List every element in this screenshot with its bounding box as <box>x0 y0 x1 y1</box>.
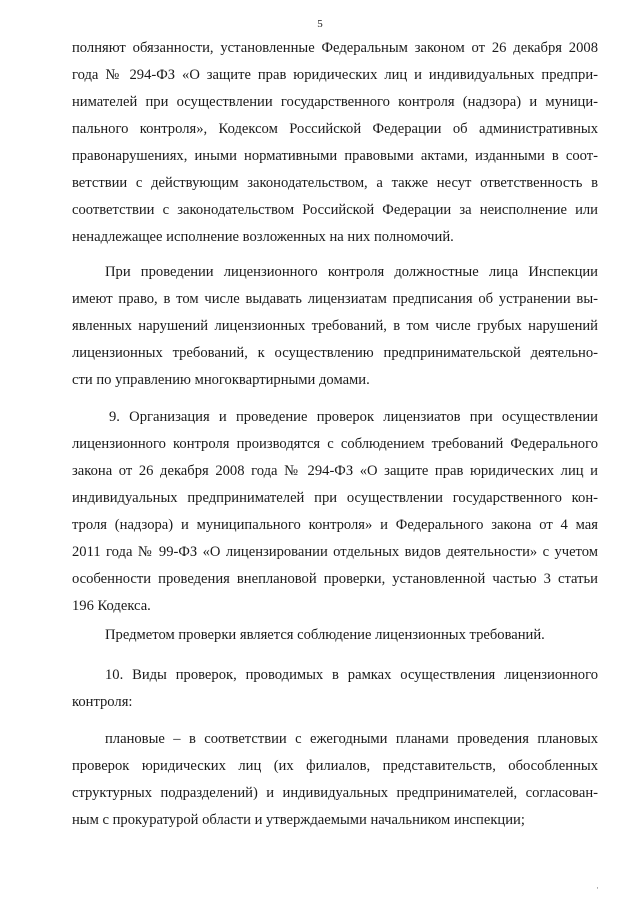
paragraph-3-line-5: троля (надзора) и муниципального контроля» и Федерального закона от 4 мая <box>72 517 598 533</box>
paragraph-1-line-6: ветствии с действующим законодательством, а также несут ответственность в <box>72 175 598 191</box>
paragraph-2-line-2: имеют право, в том числе выдавать лицензиатам предписания об устранении вы- <box>72 291 598 307</box>
paragraph-1-line-2: года № 294-ФЗ «О защите прав юридических лиц и индивидуальных предпри- <box>72 67 598 83</box>
paragraph-2-line-1: При проведении лицензионного контроля должностные лица Инспекции <box>105 264 598 280</box>
paragraph-4-line-1: Предметом проверки является соблюдение лицензионных требований. <box>105 627 545 643</box>
paragraph-6-line-1: плановые – в соответствии с ежегодными планами проведения плановых <box>105 731 598 747</box>
paragraph-6-line-4: ным с прокуратурой области и утверждаемыми начальником инспекции; <box>72 812 525 828</box>
paragraph-1-line-1: полняют обязанности, установленные Федеральным законом от 26 декабря 2008 <box>72 40 598 56</box>
paragraph-2-line-4: лицензионных требований, к осуществлению предпринимательской деятельно- <box>72 345 598 361</box>
paragraph-2-line-5: сти по управлению многоквартирными домами. <box>72 372 370 388</box>
paragraph-3-line-4: индивидуальных предпринимателей при осуществлении государственного кон- <box>72 490 598 506</box>
paragraph-6-line-2: проверок юридических лиц (их филиалов, представительств, обособленных <box>72 758 598 774</box>
page-number: 5 <box>317 18 323 30</box>
paragraph-3-line-6: 2011 года № 99-ФЗ «О лицензировании отдельных видов деятельности» с учетом <box>72 544 598 560</box>
paragraph-6-line-3: структурных подразделений) и индивидуальных предпринимателей, согласован- <box>72 785 598 801</box>
paragraph-5-line-2: контроля: <box>72 694 133 710</box>
paragraph-3-line-8: 196 Кодекса. <box>72 598 151 614</box>
paragraph-3-line-7: особенности проведения внеплановой проверки, установленной частью 3 статьи <box>72 571 598 587</box>
paragraph-5-line-1: 10. Виды проверок, проводимых в рамках осуществления лицензионного <box>105 667 598 683</box>
paragraph-3-line-3: закона от 26 декабря 2008 года № 294-ФЗ «О защите прав юридических лиц и <box>72 463 598 479</box>
paragraph-1-line-5: правонарушениях, иными нормативными правовыми актами, изданными в соот- <box>72 148 598 164</box>
scan-dot-mark: · <box>596 883 599 893</box>
paragraph-3-line-1: 9. Организация и проведение проверок лицензиатов при осуществлении <box>109 409 598 425</box>
paragraph-2-line-3: явленных нарушений лицензионных требований, в том числе грубых нарушений <box>72 318 598 334</box>
paragraph-3-line-2: лицензионного контроля производятся с соблюдением требований Федерального <box>72 436 598 452</box>
paragraph-1-line-7: соответствии с законодательством Российской Федерации за неисполнение или <box>72 202 598 218</box>
paragraph-1-line-3: нимателей при осуществлении государственного контроля (надзора) и муници- <box>72 94 598 110</box>
paragraph-1-line-4: пального контроля», Кодексом Российской Федерации об административных <box>72 121 598 137</box>
paragraph-1-line-8: ненадлежащее исполнение возложенных на них полномочий. <box>72 229 454 245</box>
